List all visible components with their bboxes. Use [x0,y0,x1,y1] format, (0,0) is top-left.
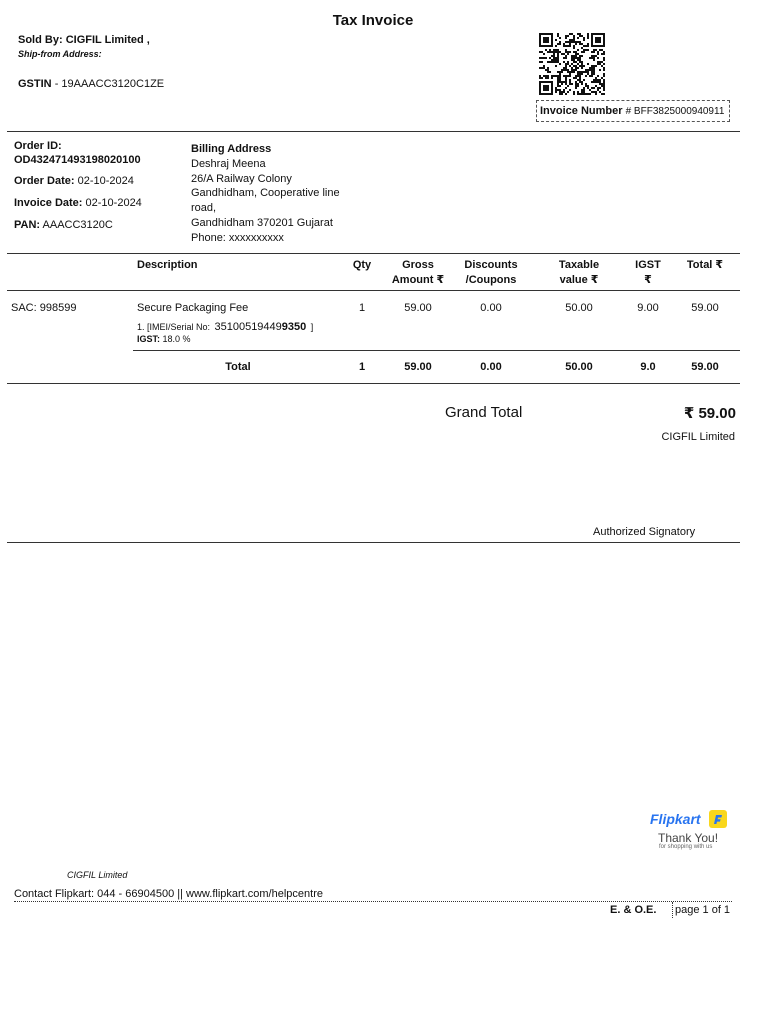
billing-heading: Billing Address [191,143,272,155]
row-gross: 59.00 [404,302,432,314]
table-bottom-border [7,383,740,384]
totals-discount: 0.00 [480,361,502,373]
billing-line: Deshraj Meena [191,158,266,170]
header-taxable-line2: value ₹ [559,274,599,286]
imei-number-regular: 35100519449 [214,321,282,333]
order-date-value: 02-10-2024 [77,175,134,187]
gstin [18,78,164,90]
totals-taxable: 50.00 [565,361,593,373]
sold-by-value: CIGFIL Limited , [65,34,150,46]
sold-by-label: Sold By: [18,34,63,46]
imei-number [214,321,306,333]
page-number: page 1 of 1 [675,904,731,916]
billing-line: Gandhidham, Cooperative line [191,187,340,200]
row-total: 59.00 [691,302,719,314]
header-taxable [544,258,614,288]
totals-top-border [133,350,740,351]
header-discounts-line1: Discounts [464,259,518,271]
item-description: Secure Packaging Fee [137,302,249,314]
header-taxable-line1: Taxable [558,259,600,271]
authorized-signatory: Authorized Signatory [593,526,696,538]
billing-line: Phone: xxxxxxxxxx [191,231,284,244]
footer-dotted-line [14,901,732,902]
row-discount: 0.00 [480,302,502,314]
order-id-value: OD432471493198020100 [14,154,141,166]
grand-total-value: ₹ 59.00 [683,405,736,422]
invoice-number-label: Invoice Number [540,105,623,117]
header-total: Total ₹ [686,259,724,271]
billing-line: 26/A Railway Colony [191,172,292,185]
billing-address [191,157,361,245]
totals-total: 59.00 [691,361,719,373]
grand-total-company: CIGFIL Limited [661,431,735,443]
igst-rate-label: IGST: [137,334,161,344]
gstin-value: - 19AAACC3120C1ZE [54,78,165,90]
header-discounts [455,258,527,288]
imei-number-bold: 9350 [281,321,307,333]
header-igst-line2: ₹ [644,274,652,286]
thank-you-text: Thank You! [658,831,719,845]
header-description: Description [137,259,198,271]
imei-suffix: ] [310,322,314,332]
order-date-label: Order Date: [14,175,75,187]
table-top-border [7,253,740,254]
flipkart-brand: Flipkart [650,811,701,827]
billing-line: Gandhidham 370201 Gujarat [191,216,333,229]
pan-label: PAN: [14,219,41,231]
pan [14,219,113,231]
header-gross-line1: Gross [402,259,434,271]
billing-line: road, [191,202,217,215]
contact-line: Contact Flipkart: 044 - 66904500 || www.flipkart.com/helpcentre [14,888,323,900]
divider [7,131,740,132]
totals-igst: 9.0 [640,361,656,373]
gstin-label: GSTIN [18,78,52,90]
header-gross [386,258,450,288]
invoice-number-box [536,100,730,122]
grand-total-label: Grand Total [445,404,523,421]
header-discounts-line2: /Coupons [465,274,517,286]
sac-code: SAC: 998599 [11,302,77,314]
invoice-number-value: # BFF3825000940911 [625,106,725,117]
ship-from-label: Ship-from Address: [18,49,102,59]
row-igst: 9.00 [637,302,659,314]
table-header-border [7,290,740,291]
pan-value: AAACC3120C [42,219,113,231]
imei-prefix: 1. [IMEI/Serial No: [137,322,211,332]
order-date [14,175,134,187]
igst-rate-line [137,334,191,344]
igst-rate-value: 18.0 % [162,334,191,344]
footer-company: CIGFIL Limited [67,870,128,880]
eoe: E. & O.E. [610,904,657,916]
invoice-date [14,197,142,209]
row-taxable: 50.00 [565,302,593,314]
sold-by [18,34,150,46]
invoice-date-value: 02-10-2024 [85,197,142,209]
flipkart-badge-icon [708,809,728,829]
header-qty: Qty [352,259,372,271]
header-igst-line1: IGST [635,259,661,271]
totals-label: Total [225,361,251,373]
invoice-date-label: Invoice Date: [14,197,83,209]
imei-line [137,317,313,335]
thank-you-tagline: for shopping with us [659,844,713,850]
footer-separator [672,902,673,918]
flipkart-logo [650,808,732,854]
header-gross-line2: Amount ₹ [391,274,445,286]
row-qty: 1 [358,302,366,314]
qr-code [539,33,605,95]
totals-gross: 59.00 [404,361,432,373]
totals-qty: 1 [358,361,366,373]
header-igst [625,258,671,288]
order-id-label: Order ID: [14,140,62,152]
page-title: Tax Invoice [332,12,414,29]
signature-divider [7,542,740,543]
